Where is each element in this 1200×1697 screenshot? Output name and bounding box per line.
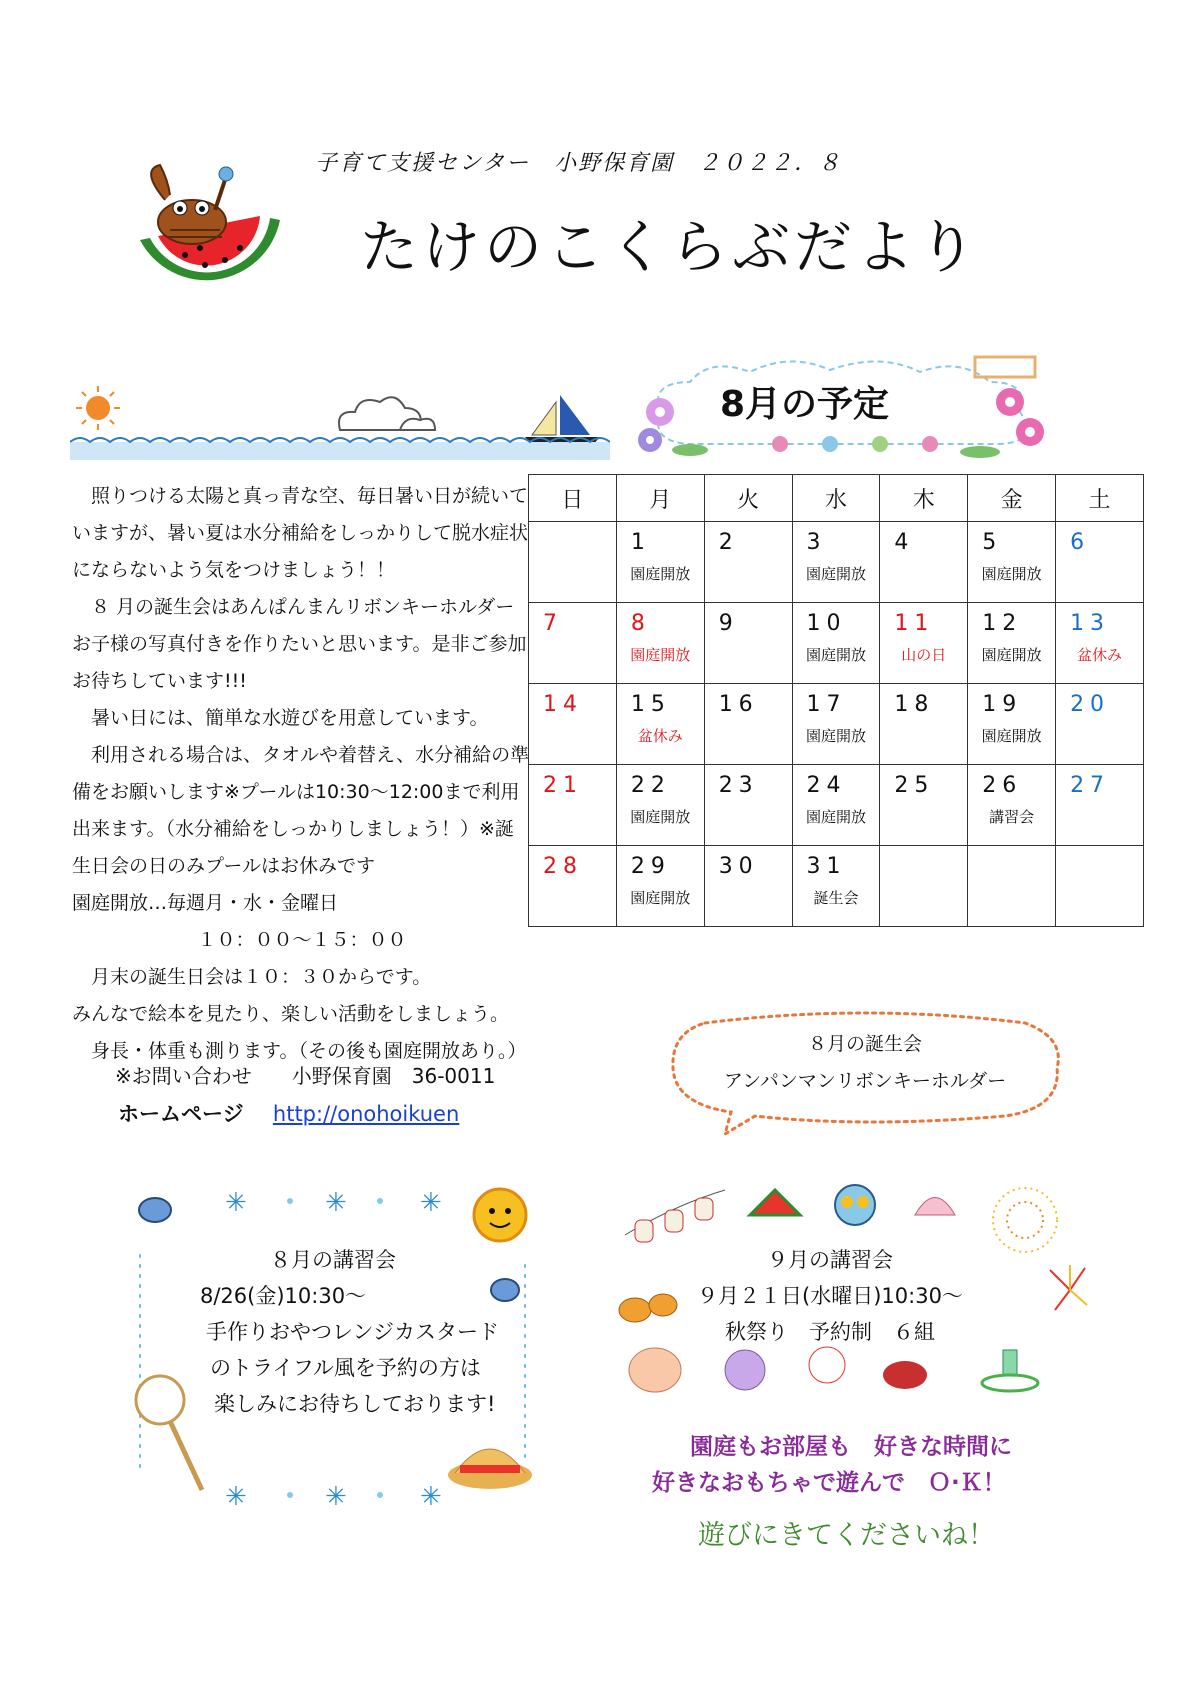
- day-number: 6: [1070, 530, 1091, 555]
- day-event: 山の日: [901, 646, 947, 664]
- day-number: 9: [718, 611, 739, 636]
- day-number: 27: [1070, 773, 1111, 798]
- august-seminar-title: ８月の講習会: [270, 1248, 396, 1272]
- day-number: 7: [543, 611, 563, 636]
- calendar-day-cell: [1056, 846, 1144, 927]
- calendar-day-cell: [1056, 684, 1144, 765]
- day-number: 10: [806, 611, 847, 636]
- crab-watermelon-illustration: [130, 160, 290, 320]
- intro-paragraph: ８ 月の誕生会はあんぱんまんリボンキーホルダーお子様の写真付きを作りたいと思います。是非ご参加お待ちしています!!!: [72, 596, 527, 692]
- day-event: 盆休み: [1077, 646, 1123, 664]
- svg-text:✳: ✳: [420, 1188, 442, 1218]
- calendar-day-cell: [880, 522, 968, 603]
- day-number: 8: [630, 611, 651, 636]
- weekday-header: 月: [616, 475, 704, 522]
- calendar-day-cell: [968, 846, 1056, 927]
- august-calendar: [528, 474, 1144, 927]
- september-seminar-date: ９月２１日(水曜日)10:30～: [697, 1284, 963, 1308]
- calendar-day-cell: [529, 765, 617, 846]
- schedule-heading: 8月の予定: [720, 384, 890, 425]
- day-event: 園庭開放: [981, 565, 1042, 583]
- calendar-day-cell: [880, 603, 968, 684]
- homepage-label: ホームページ: [118, 1102, 244, 1126]
- day-number: 5: [982, 530, 1003, 555]
- day-event: 園庭開放: [630, 808, 691, 826]
- day-number: 29: [630, 854, 671, 879]
- day-number: 20: [1070, 692, 1111, 717]
- day-number: 19: [982, 692, 1023, 717]
- day-number: [968, 846, 1055, 854]
- day-number: 16: [718, 692, 759, 717]
- weekday-header: 土: [1056, 475, 1144, 522]
- calendar-day-cell: [529, 522, 617, 603]
- calendar-day-cell: [529, 603, 617, 684]
- intro-paragraph: 身長・体重も測ります。（その後も園庭開放あり。）: [91, 1040, 527, 1062]
- calendar-day-cell: [616, 522, 704, 603]
- day-number: 11: [894, 611, 935, 636]
- calendar-day-cell: [616, 846, 704, 927]
- day-number: 17: [806, 692, 847, 717]
- sea-banner-illustration: [70, 380, 610, 460]
- august-seminar-line: 楽しみにお待ちしております!: [214, 1392, 496, 1416]
- calendar-week-row: [529, 603, 1144, 684]
- svg-text:✳: ✳: [325, 1188, 347, 1218]
- calendar-body: [529, 522, 1144, 927]
- day-number: 15: [630, 692, 671, 717]
- day-number: 4: [894, 530, 915, 555]
- calendar-day-cell: [880, 765, 968, 846]
- newsletter-subtitle: 子育て支援センター 小野保育園 ２０２２．８: [315, 151, 843, 176]
- weekday-header: 木: [880, 475, 968, 522]
- birthday-item: アンパンマンリボンキーホルダー: [723, 1070, 1007, 1092]
- calendar-day-cell: [968, 522, 1056, 603]
- calendar-day-cell: [1056, 765, 1144, 846]
- day-event: 園庭開放: [981, 727, 1042, 745]
- day-number: 30: [718, 854, 759, 879]
- calendar-week-row: [529, 522, 1144, 603]
- calendar-week-row: [529, 765, 1144, 846]
- day-number: 24: [806, 773, 847, 798]
- calendar-day-cell: [616, 603, 704, 684]
- day-number: 25: [894, 773, 935, 798]
- day-event: 園庭開放: [981, 646, 1042, 664]
- intro-paragraph: 月末の誕生日会は１０：３０からです。: [91, 966, 432, 988]
- calendar-day-cell: [704, 522, 792, 603]
- weekday-header: 水: [792, 475, 880, 522]
- svg-text:✳: ✳: [225, 1188, 247, 1218]
- svg-text:✳: ✳: [420, 1482, 442, 1512]
- day-number: 26: [982, 773, 1023, 798]
- day-number: 28: [543, 854, 583, 879]
- intro-paragraph: １０：００～１５：００: [197, 929, 407, 951]
- newsletter-title: たけのこくらぶだより: [360, 213, 981, 281]
- day-number: [1056, 846, 1143, 854]
- day-event: 園庭開放: [805, 727, 866, 745]
- calendar-day-cell: [1056, 522, 1144, 603]
- calendar-day-cell: [880, 684, 968, 765]
- day-event: 園庭開放: [805, 808, 866, 826]
- day-event: 園庭開放: [805, 646, 866, 664]
- calendar-day-cell: [968, 684, 1056, 765]
- august-seminar: [200, 1242, 499, 1422]
- svg-text:✳: ✳: [225, 1482, 247, 1512]
- homepage-link[interactable]: http://onohoikuen: [272, 1102, 460, 1126]
- weekday-header: 日: [529, 475, 617, 522]
- intro-paragraph: 照りつける太陽と真っ青な空、毎日暑い日が続いていますが、暑い夏は水分補給をしっかりして脱水症状にならないよう気をつけましょう！！: [72, 485, 529, 581]
- contact-info: ※お問い合わせ 小野保育園 36-0011: [115, 1064, 496, 1088]
- weekday-header: 金: [968, 475, 1056, 522]
- calendar-week-row: [529, 684, 1144, 765]
- calendar-weekday-row: [529, 475, 1144, 522]
- day-number: 13: [1070, 611, 1111, 636]
- day-event: 講習会: [989, 808, 1035, 826]
- calendar-day-cell: [616, 765, 704, 846]
- birthday-bubble-text: [665, 1026, 1065, 1100]
- calendar-day-cell: [792, 765, 880, 846]
- calendar-day-cell: [704, 603, 792, 684]
- calendar-day-cell: [616, 684, 704, 765]
- calendar-day-cell: [704, 765, 792, 846]
- day-number: [880, 846, 967, 854]
- day-number: 31: [806, 854, 847, 879]
- day-event: 誕生会: [813, 889, 859, 907]
- day-event: 園庭開放: [805, 565, 866, 583]
- calendar-day-cell: [1056, 603, 1144, 684]
- calendar-day-cell: [704, 684, 792, 765]
- day-number: 3: [806, 530, 827, 555]
- calendar-day-cell: [704, 846, 792, 927]
- calendar-week-row: [529, 846, 1144, 927]
- intro-paragraph: 園庭開放…毎週月・水・金曜日: [72, 892, 339, 914]
- day-number: 21: [543, 773, 583, 798]
- intro-paragraph: 暑い日には、簡単な水遊びを用意しています。: [91, 707, 489, 729]
- day-number: [529, 522, 616, 530]
- calendar-day-cell: [792, 522, 880, 603]
- intro-paragraph: 利用される場合は、タオルや着替え、水分補給の準備をお願いします※プールは10:30～12:00まで利用出来ます。（水分補給をしっかりしましょう！）※誕生日会の日のみプールはお休みです: [72, 744, 530, 877]
- august-seminar-date: 8/26(金)10:30～: [200, 1284, 367, 1308]
- closing-message: 遊びにきてくださいね！: [698, 1520, 995, 1551]
- august-seminar-line: 手作りおやつレンジカスタード: [206, 1320, 499, 1344]
- promo-line: 園庭もお部屋も 好きな時間に: [690, 1434, 1012, 1460]
- calendar-day-cell: [792, 846, 880, 927]
- calendar-day-cell: [792, 684, 880, 765]
- calendar-day-cell: [529, 684, 617, 765]
- september-seminar-line: 秋祭り 予約制 ６組: [725, 1320, 935, 1344]
- calendar-day-cell: [968, 603, 1056, 684]
- promo-line: 好きなおもちゃで遊んで Ｏ·Ｋ！: [652, 1470, 1006, 1496]
- homepage-line: [118, 1098, 459, 1128]
- intro-text: [72, 478, 532, 1070]
- day-number: 12: [982, 611, 1023, 636]
- calendar-day-cell: [968, 765, 1056, 846]
- day-number: 23: [718, 773, 759, 798]
- svg-text:✳: ✳: [325, 1482, 347, 1512]
- day-event: 園庭開放: [630, 565, 691, 583]
- calendar-day-cell: [529, 846, 617, 927]
- weekday-header: 火: [704, 475, 792, 522]
- day-event: 園庭開放: [630, 889, 691, 907]
- september-seminar: [640, 1242, 1020, 1350]
- calendar-day-cell: [880, 846, 968, 927]
- intro-paragraph: みんなで絵本を見たり、楽しい活動をしましょう。: [72, 1003, 510, 1025]
- august-seminar-line: のトライフル風を予約の方は: [210, 1356, 481, 1380]
- day-number: 2: [718, 530, 739, 555]
- day-number: 18: [894, 692, 935, 717]
- day-number: 14: [543, 692, 583, 717]
- day-event: 盆休み: [637, 727, 683, 745]
- birthday-title: ８月の誕生会: [807, 1033, 922, 1055]
- day-number: 22: [630, 773, 671, 798]
- day-event: 園庭開放: [630, 646, 691, 664]
- calendar-day-cell: [792, 603, 880, 684]
- september-seminar-title: ９月の講習会: [767, 1248, 893, 1272]
- day-number: 1: [630, 530, 651, 555]
